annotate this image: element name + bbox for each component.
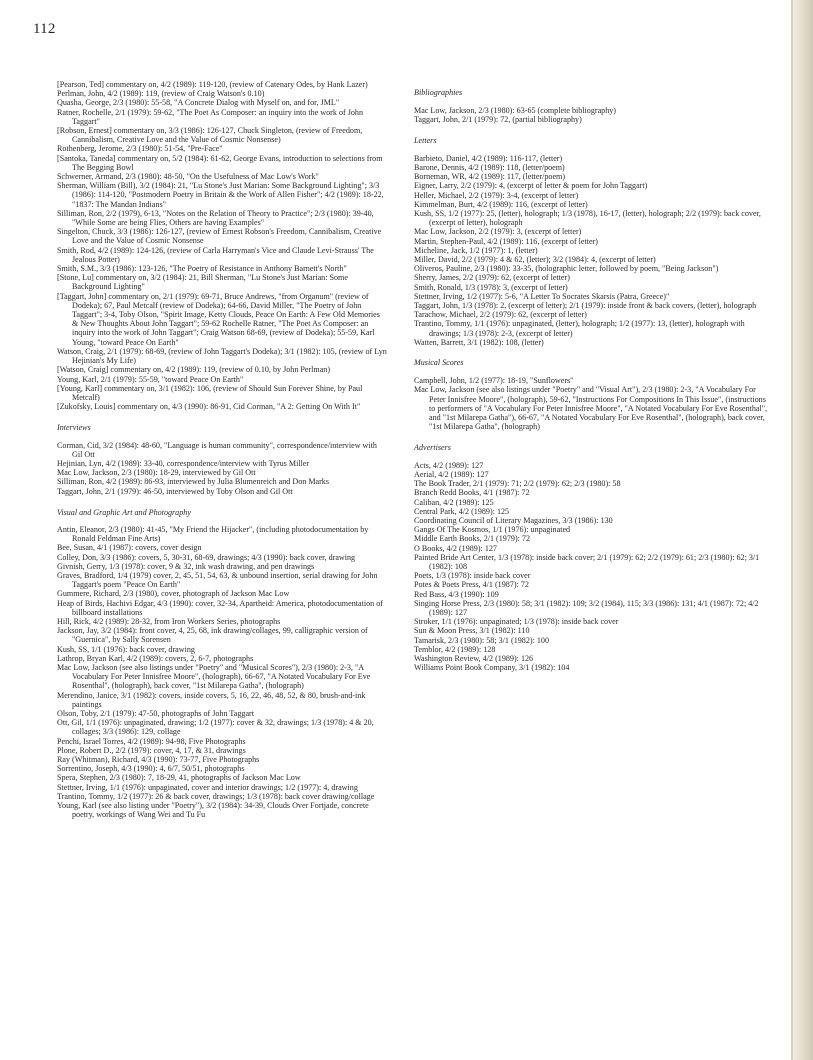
index-entry: Williams Point Book Company, 3/1 (1982): 104 [414, 663, 570, 673]
index-entry: Stettner, Irving, 1/2 (1977): 5-6, "A Letter To Socrates Skarsis (Patra, Greece)" [414, 291, 670, 301]
contributors-list [57, 80, 387, 411]
index-entry: [Watson, Craig] commentary on, 4/2 (1989): 119, (review of 0.10, by John Perlman) [57, 365, 331, 375]
index-entry: Caliban, 4/2 (1989): 125 [414, 497, 494, 507]
index-entry: Borneman, WR, 4/2 (1989): 117, (letter/poem) [414, 172, 566, 182]
index-entry: Schwerner, Armand, 2/3 (1980): 48-50, "On the Usefulness of Mac Low's Work" [57, 172, 319, 182]
index-entry: Tarachow, Michael, 2/2 (1979): 62, (excerpt of letter) [414, 310, 587, 320]
index-entry: Stettner, Irving, 1/1 (1976): unpaginated, cover and interior drawings; 1/2 (1977): 4, drawing [57, 782, 358, 792]
index-entry: Poets, 1/3 (1978): inside back cover [414, 571, 531, 581]
index-entry: Silliman, Ron, 2/2 (1979), 6-13, "Notes on the Relation of Theory to Practice"; 2/3 (1980): 39-40, "While Some are being Flies, Others are having Examples" [57, 208, 374, 228]
index-entry: Kush, SS, 1/1 (1976): back cover, drawing [57, 644, 195, 654]
index-entry: Plone, Robert D., 2/2 (1979): cover, 4, 17, & 31, drawings [57, 745, 246, 755]
index-entry: Micheline, Jack, 1/2 (1977): 1, (letter) [414, 245, 538, 255]
index-entry: Givnish, Gerry, 1/3 (1978): cover, 9 & 32, ink wash drawing, and pen drawings [57, 561, 315, 571]
index-entry: Taggart, John, 2/1 (1979): 46-50, interviewed by Toby Olson and Gil Ott [57, 486, 293, 496]
index-entry: Washington Review, 4/2 (1989): 126 [414, 653, 534, 663]
index-entry: Ratner, Rochelle, 2/1 (1979): 59-62, "The Poet As Composer: an inquiry into the work of John Taggart" [57, 107, 364, 126]
index-entry: Painted Bride Art Center, 1/3 (1978): inside back cover; 2/1 (1979): 62; 2/2 (1979): 61; 2/3 (1980): 62; 3/1 (1982): 108 [414, 552, 760, 571]
index-entry: [Santoka, Taneda] commentary on, 5/2 (1984): 61-62, George Evans, introduction to selections from The Begging Bowl [57, 153, 383, 172]
index-entry: Stroker, 1/1 (1976): unpaginated; 1/3 (1978): inside back cover [414, 617, 619, 627]
index-entry: Spera, Stephen, 2/3 (1980): 7, 18-29, 41, photographs of Jackson Mac Low [57, 773, 301, 783]
index-entry: Gummere, Richard, 2/3 (1980), cover, photograph of Jackson Mac Low [57, 589, 290, 599]
index-entry: Temblor, 4/2 (1989): 128 [414, 644, 496, 654]
index-entry: Heller, Michael, 2/2 (1979): 3-4, (excerpt of letter) [414, 190, 579, 200]
index-entry: Mac Low, Jackson, 2/3 (1980): 18-29, interviewed by Gil Ott [57, 468, 256, 478]
index-entry: Sherry, James, 2/2 (1979): 62, (excerpt of letter) [414, 273, 570, 283]
musical-scores-list [414, 376, 772, 431]
section-heading-letters: Letters [414, 135, 437, 145]
index-entry: Taggart, John, 1/3 (1978): 2, (excerpt of letter); 2/1 (1979): inside front & back covers, (letter), holograph [414, 301, 757, 311]
page-number: 112 [33, 21, 56, 37]
index-entry: Red Bass, 4/3 (1990): 109 [414, 589, 499, 599]
index-entry: Smith, Ronald, 1/3 (1978): 3, (excerpt of letter) [414, 282, 568, 292]
index-entry: Watson, Craig, 2/1 (1979): 68-69, (review of John Taggart's Dodeka); 3/1 (1982): 105, (review of Lyn Hejinian's My Life) [57, 346, 387, 366]
index-entry: O Books, 4/2 (1989): 127 [414, 543, 497, 553]
index-entry: Hill, Rick, 4/2 (1989): 28-32, from Iron Workers Series, photographs [57, 616, 281, 626]
index-entry: Antin, Eleanor, 2/3 (1980): 41-45, "My Friend the Hijacker", (including photodocumentation by Ronald Feldman Fine Arts) [57, 524, 369, 544]
index-entry: Olson, Toby, 2/1 (1979): 47-50, photographs of John Taggart [57, 709, 254, 718]
index-entry: Tamarisk, 2/3 (1980): 58; 3/1 (1982): 100 [414, 635, 549, 645]
index-entry: [Young, Karl] commentary on, 3/1 (1982): 106, (review of Should Sun Forever Shine, by Paul Metcalf) [57, 383, 363, 402]
index-entry: Corman, Cid, 3/2 (1984): 48-60, "Language is human community", correspondence/interview with Gil Ott [57, 440, 377, 459]
interviews-list [57, 441, 387, 496]
index-entry: Barone, Dennis, 4/2 (1989): 118, (letter/poem) [414, 163, 565, 173]
index-entry: Hejinian, Lyn, 4/2 (1989): 33-40, correspondence/interview with Tyrus Miller [57, 458, 310, 468]
index-entry: Jackson, Jay, 3/2 (1984): front cover, 4, 25, 68, ink drawing/collages, 99, calligraphic version of "Guernica", by Sally Sorensen [57, 626, 368, 645]
index-entry: Singing Horse Press, 2/3 (1980): 58; 3/1 (1982): 109; 3/2 (1984), 115; 3/3 (1986): 131; 4/1 (1987): 72; 4/2 (1989): 127 [414, 598, 759, 617]
index-entry: Sun & Moon Press, 3/1 (1982): 110 [414, 626, 530, 636]
section-heading-bibliographies: Bibliographies [414, 88, 463, 97]
letters-list [414, 154, 772, 347]
index-entry: Mac Low, Jackson (see also listings under "Poetry" and "Musical Scores"), 2/3 (1980): 2-3, "A Vocabulary For Peter Innisfree Moore", (holograph), 66-67, "A Notated Vocabulary For Eve Rosenthal", (holograph), back cover, "1st Milarepa Gatha", (holograph) [57, 662, 371, 691]
index-entry: Mac Low, Jackson (see also listings under "Poetry" and "Visual Art"), 2/3 (1980): 2-3, "A Vocabulary For Peter Innisfree Moore", (holograph), 59-62, "Instructions For Compositions In This Issue", (instructions to performers of "A Vocabulary For Peter Innisfree Moore", "A Notated Vocabulary For Eve Rosenthal", and "1st Milarepa Gatha"), 66-67, "A Notated Vocabulary For Eve Rosenthal", (holograph), back cover, "1st Milarepa Gatha", (holograph) [414, 385, 768, 432]
index-entry: Penchi, Israel Torres, 4/2 (1989): 94-98, Five Photographs [57, 736, 246, 746]
index-entry: Middle Earth Books, 2/1 (1979): 72 [414, 534, 530, 544]
index-entry: [Robson, Ernest] commentary on, 3/3 (1986): 126-127, Chuck Singleton, (review of Freedom, Cannibalism, Creative Love and the Value of Cosmic Nonsense) [57, 126, 363, 145]
section-heading-advertisers: Advertisers [414, 442, 451, 452]
index-entry: Kimmelman, Burt, 4/2 (1989): 116, (excerpt of letter) [414, 199, 588, 209]
index-entry: Kush, SS, 1/2 (1977): 25, (letter), holograph; 1/3 (1978), 16-17, (letter), holograph; 2/2 (1979): back cover, (excerpt of letter), holograph [414, 209, 761, 228]
index-entry: Central Park, 4/2 (1989): 125 [414, 506, 510, 516]
index-entry: Gangs Of The Kosmos, 1/1 (1976): unpaginated [414, 525, 571, 535]
section-heading-interviews: Interviews [57, 423, 91, 433]
index-entry: Young, Karl (see also listing under "Poetry"), 3/2 (1984): 34-39, Clouds Over Fortjade, concrete poetry, workings of Wang Wei and Tu Fu [57, 801, 369, 820]
index-entry: Silliman, Ron, 4/2 (1989): 86-93, interviewed by Julia Blumenreich and Don Marks [57, 477, 329, 487]
index-entry: [Taggart, John] commentary on, 2/1 (1979): 69-71, Bruce Andrews, "from Organum" (review of Dodeka); 67, Paul Metcalf (review of Dodeka); 64-66, David Miller, "The Poetry of John Taggart"; 3-4, Toby Olson, "Spirit Image, Ketty Clouds, Peace On Earth: A Few Old Memories & New Thoughts About John Taggart"; 59-62 Rochelle Ratner, "The Poet As Composer: an inquiry into the work of John Taggart"; Craig Watson 68-69, (review of Dodeka); 55-59, Karl Young, "toward Peace On Earth" [57, 291, 380, 347]
index-entry: Quasha, George, 2/3 (1980): 55-58, "A Concrete Dialog with Myself on, and for, JML" [57, 98, 340, 108]
bibliographies-list [414, 106, 772, 124]
index-entry: Oliveros, Pauline, 2/3 (1980): 33-35, (holographic letter, followed by poem, "Being Jackson") [414, 264, 719, 274]
right-column [414, 88, 772, 672]
index-entry: Ray (Whitman), Richard, 4/3 (1990): 73-77, Five Photographs [57, 755, 260, 765]
index-entry: Martin, Stephen-Paul, 4/2 (1989): 116, (excerpt of letter) [414, 236, 599, 246]
index-entry: Mac Low, Jackson, 2/2 (1979): 3, (excerpt of letter) [414, 227, 582, 237]
index-entry: Smith, S.M., 3/3 (1986): 123-126, "The Poetry of Resistance in Anthony Barnett's North" [57, 264, 347, 274]
index-entry: Miller, David, 2/2 (1979): 4 & 62, (letter); 3/2 (1984): 4, (excerpt of letter) [414, 255, 656, 265]
index-entry: Graves, Bradford, 1/4 (1979) cover, 2, 45, 51, 54, 63, & unbound insertion, serial drawing for John Taggart's poem "Peace On Earth" [57, 570, 378, 590]
index-entry: Watten, Barrett, 3/1 (1982): 108, (letter) [414, 337, 544, 347]
index-entry: Young, Karl, 2/1 (1979): 55-59, "toward Peace On Earth" [57, 374, 244, 384]
advertisers-list [414, 461, 772, 673]
index-entry: [Stone, Lu] commentary on, 3/2 (1984): 21, Bill Sherman, "Lu Stone's Just Marian: Some Background Lighting" [57, 273, 348, 292]
index-entry: Lathrop, Bryan Karl, 4/2 (1989): covers, 2, 6-7, photographs [57, 653, 254, 663]
index-entry: Coordinating Council of Literary Magazines, 3/3 (1986): 130 [414, 515, 613, 525]
index-entry: Ott, Gil, 1/1 (1976): unpaginated, drawing; 1/2 (1977): cover & 32, drawings; 1/3 (1978): 4 & 20, collages; 3/3 (1986): 129, collage [57, 718, 374, 737]
index-entry: The Book Trader, 2/1 (1979): 71; 2/2 (1979): 62; 2/3 (1980): 58 [414, 479, 621, 489]
index-entry: Aerial, 4/2 (1989): 127 [414, 469, 489, 479]
visual-art-list [57, 525, 387, 820]
index-entry: Campbell, John, 1/2 (1977): 18-19, "Sunflowers" [414, 376, 574, 386]
index-entry: [Zukofsky, Louis] commentary on, 4/3 (1990): 86-91, Cid Corman, "A 2: Getting On With It" [57, 402, 361, 412]
index-entry: Taggart, John, 2/1 (1979): 72, (partial bibliography) [414, 115, 582, 125]
index-entry: Eigner, Larry, 2/2 (1979): 4, (excerpt of letter & poem for John Taggart) [414, 181, 648, 191]
index-entry: Mac Low, Jackson, 2/3 (1980): 63-65 (complete bibliography) [414, 106, 616, 116]
index-entry: Singelton, Chuck, 3/3 (1986): 126-127, (review of Ernest Robson's Freedom, Cannibalism, Creative Love and the Value of Cosmic Nonsense [57, 227, 382, 246]
index-entry: Potes & Poets Press, 4/1 (1987): 72 [414, 580, 529, 590]
left-column [57, 80, 387, 819]
index-entry: [Pearson, Ted] commentary on, 4/2 (1989): 119-120, (review of Catenary Odes, by Hank Lazer) [57, 80, 368, 89]
section-heading-visual-art: Visual and Graphic Art and Photography [57, 507, 191, 517]
index-entry: Perlman, John, 4/2 (1989): 119, (review of Craig Watson's 0.10) [57, 89, 265, 99]
index-entry: Sorrentino, Joseph, 4/3 (1990): 4, 6/7, 50/51, photographs [57, 764, 245, 774]
index-entry: Trantino, Tommy, 1/1 (1976): unpaginated, (letter), holograph; 1/2 (1977): 13, (letter), holograph with drawings; 1/3 (1978): 2-3, (excerpt of letter) [414, 319, 745, 338]
index-entry: Bee, Susan, 4/1 (1987): covers, cover design [57, 543, 202, 553]
index-entry: Sherman, William (Bill), 3/2 (1984): 21, "Lu Stone's Just Marian: Some Background Lighting"; 3/3 (1986): 114-120, "Postmodern Poetry in Britain & the Work of Allen Fisher"; 4/2 (1989): 18-22, "1837: The Mandan Indians" [57, 181, 384, 209]
index-entry: Heap of Birds, Hachivi Edgar, 4/3 (1990): cover, 32-34, Apartheid: America, photodocumentation of billboard installations [57, 598, 383, 617]
index-entry: Trantino, Tommy, 1/2 (1977): 26 & back cover, drawings; 1/3 (1978): back cover drawing/collage [57, 791, 375, 801]
index-entry: Acts, 4/2 (1989): 127 [414, 460, 484, 470]
index-entry: Rothenberg, Jerome, 2/3 (1980): 51-54, "Pre-Face" [57, 144, 223, 154]
index-entry: Merendino, Janice, 3/1 (1982): covers, inside covers, 5, 16, 22, 46, 48, 52, & 80, brush-and-ink paintings [57, 690, 366, 709]
page-edge [791, 0, 813, 1060]
index-entry: Smith, Rod, 4/2 (1989): 124-126, (review of Carla Harryman's Vice and Claude Levi-Strauss' The Jealous Potter) [57, 245, 374, 264]
index-entry: Branch Redd Books, 4/1 (1987): 72 [414, 488, 530, 498]
index-entry: Barbieto, Daniel, 4/2 (1989): 116-117, (letter) [414, 153, 563, 163]
section-heading-musical-scores: Musical Scores [414, 358, 464, 368]
index-entry: Colley, Don, 3/3 (1986): covers, 5, 30-31, 68-69, drawings; 4/3 (1990): back cover, drawing [57, 552, 356, 562]
